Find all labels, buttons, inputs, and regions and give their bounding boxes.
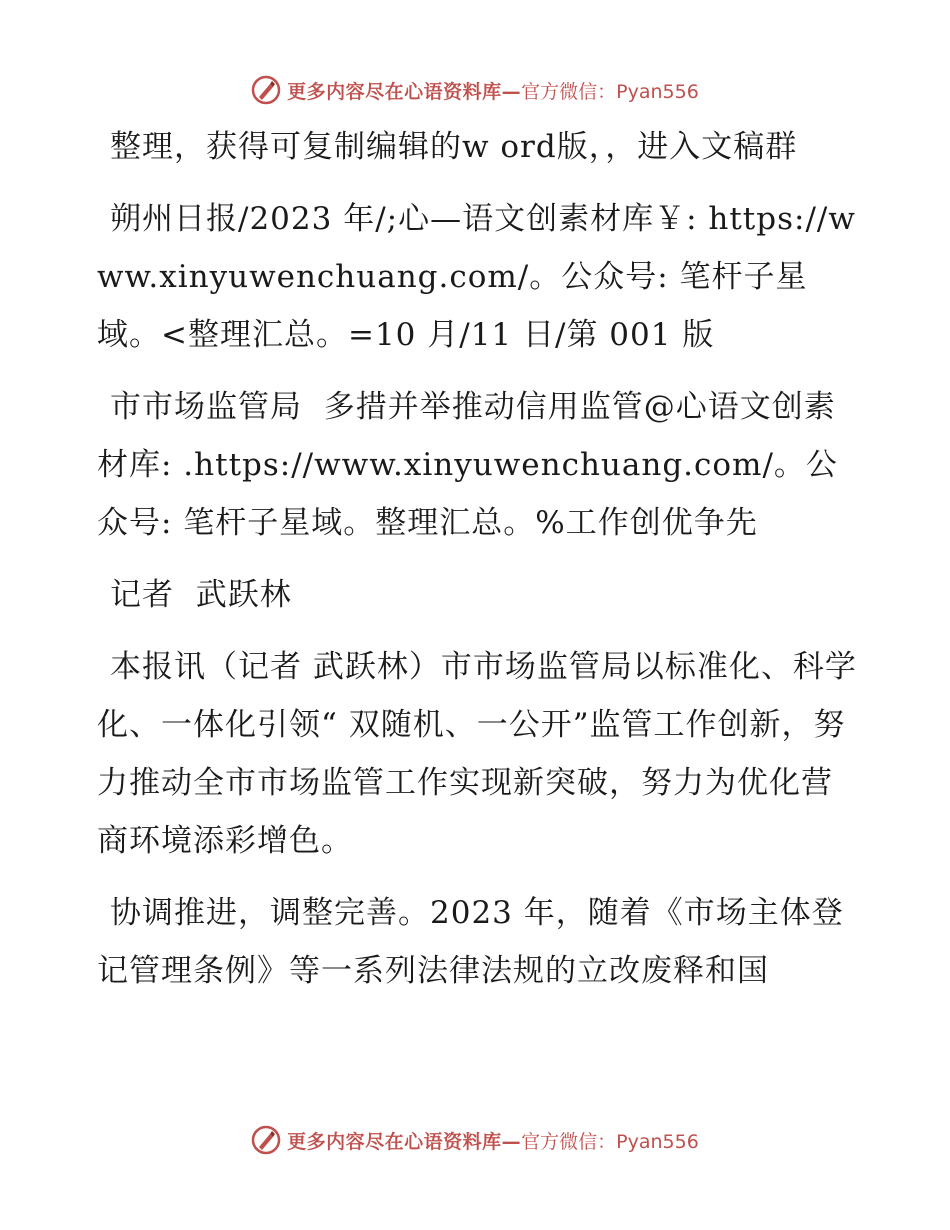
header-watermark-banner: [0, 70, 950, 110]
paragraph-5: 本报讯（记者 武跃林）市市场监管局以标准化、科学化、一体化引领“ 双随机、一公开”监管工作创新，努力推动全市市场监管工作实现新突破，努力为优化营商环境添彩增色。: [97, 649, 857, 859]
header-banner-wechat: 官方微信：Pyan556: [521, 80, 699, 103]
footer-banner-text: 更多内容尽在心语资料库—: [287, 1130, 522, 1153]
pen-logo-icon: [251, 75, 281, 105]
paragraph-2: 朔州日报/2023 年/;心—语文创素材库￥: https://www.xinyuwenchuang.com/。公众号: 笔杆子星域。<整理汇总。=10 月/11 日/第 001 版: [97, 201, 856, 353]
footer-banner-wechat: 官方微信：Pyan556: [521, 1130, 699, 1153]
paragraph-6: 协调推进，调整完善。2023 年，随着《市场主体登记管理条例》等一系列法律法规的立改废释和国: [97, 895, 844, 989]
footer-watermark-banner: [0, 1120, 950, 1160]
paragraph-1: 整理，获得可复制编辑的w ord版，，进入文稿群: [110, 129, 798, 165]
header-banner-text: 更多内容尽在心语资料库—: [287, 80, 522, 103]
paragraph-4: 记者 武跃林: [110, 577, 292, 613]
paragraph-3: 市市场监管局 多措并举推动信用监管@心语文创素材库: .https://www.xinyuwenchuang.com/。公众号: 笔杆子星域。整理汇总。%工作创优争先: [97, 389, 838, 541]
pen-logo-icon: [251, 1125, 281, 1155]
document-body: [97, 118, 857, 1014]
